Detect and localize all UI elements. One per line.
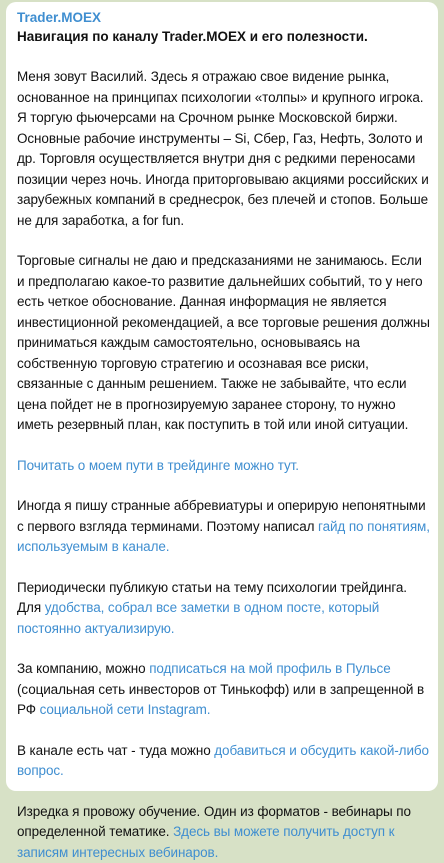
chat-paragraph: [17, 741, 430, 782]
glossary-paragraph: [17, 496, 430, 558]
channel-name-link[interactable]: Trader.MOEX: [17, 10, 430, 26]
glossary-link[interactable]: гайд по понятиям, используемым в канале.: [17, 519, 430, 555]
message-bubble: [6, 2, 438, 791]
webinars-text: Изредка я провожу обучение. Один из форматов - вебинары по определенной тематике.: [17, 804, 411, 840]
intro-paragraph: Меня зовут Василий. Здесь я отражаю свое видение рынка, основанное на принципах психологии «толпы» и крупного игрока. Я торгую фьючерсами на Срочном рынке Московской биржи. Основные рабочие инструменты – Si, Сбер, Газ, Нефть, Золото и др. Торговля осуществляется внутри дня с редкими переносами позиции через ночь. Иногда приторговываю акциями российских и зарубежных компаний в среднесрок, без плечей и стопов. Больше не для заработка, а for fun.: [17, 67, 430, 231]
social-text-2: (социальная сеть инвесторов от Тинькофф) или в запрещенной в РФ: [17, 682, 424, 718]
trading-path-paragraph: [17, 456, 430, 477]
articles-paragraph: [17, 578, 430, 640]
articles-text: Периодически публикую статьи на тему психологии трейдинга. Для: [17, 580, 407, 616]
instagram-link[interactable]: социальной сети Instagram.: [40, 702, 211, 717]
webinars-paragraph: [17, 802, 430, 863]
social-text-1: За компанию, можно: [17, 661, 149, 676]
disclaimer-paragraph: Торговые сигналы не даю и предсказаниями не занимаюсь. Если и предполагаю какое-то развитие дальнейших событий, то у него есть четкое обоснование. Данная информация не является инвестиционной рекомендацией, а все торговые решения должны приниматься каждым самостоятельно, основываясь на собственную торговую стратегию и осознавая все риски, связанные с данным решением. Также не забывайте, что если цена пойдет не в прогнозируемую заранее сторону, то нужно иметь резервный план, как поступить в той или иной ситуации.: [17, 251, 430, 436]
trading-path-link[interactable]: Почитать о моем пути в трейдинге можно тут.: [17, 458, 299, 473]
chat-text: В канале есть чат - туда можно: [17, 743, 214, 758]
pulse-profile-link[interactable]: подписаться на мой профиль в Пульсе: [149, 661, 390, 676]
chat-link[interactable]: добавиться и обсудить какой-либо вопрос.: [17, 743, 429, 779]
message-title: Навигация по каналу Trader.MOEX и его полезности.: [17, 27, 430, 47]
social-paragraph: [17, 659, 430, 721]
glossary-text: Иногда я пишу странные аббревиатуры и оперирую непонятными с первого взгляда терминами. Поэтому написал: [17, 498, 426, 534]
articles-link[interactable]: удобства, собрал все заметки в одном посте, который постоянно актуализирую.: [17, 600, 379, 636]
webinars-link[interactable]: Здесь вы можете получить доступ к записям интересных вебинаров.: [17, 824, 394, 860]
